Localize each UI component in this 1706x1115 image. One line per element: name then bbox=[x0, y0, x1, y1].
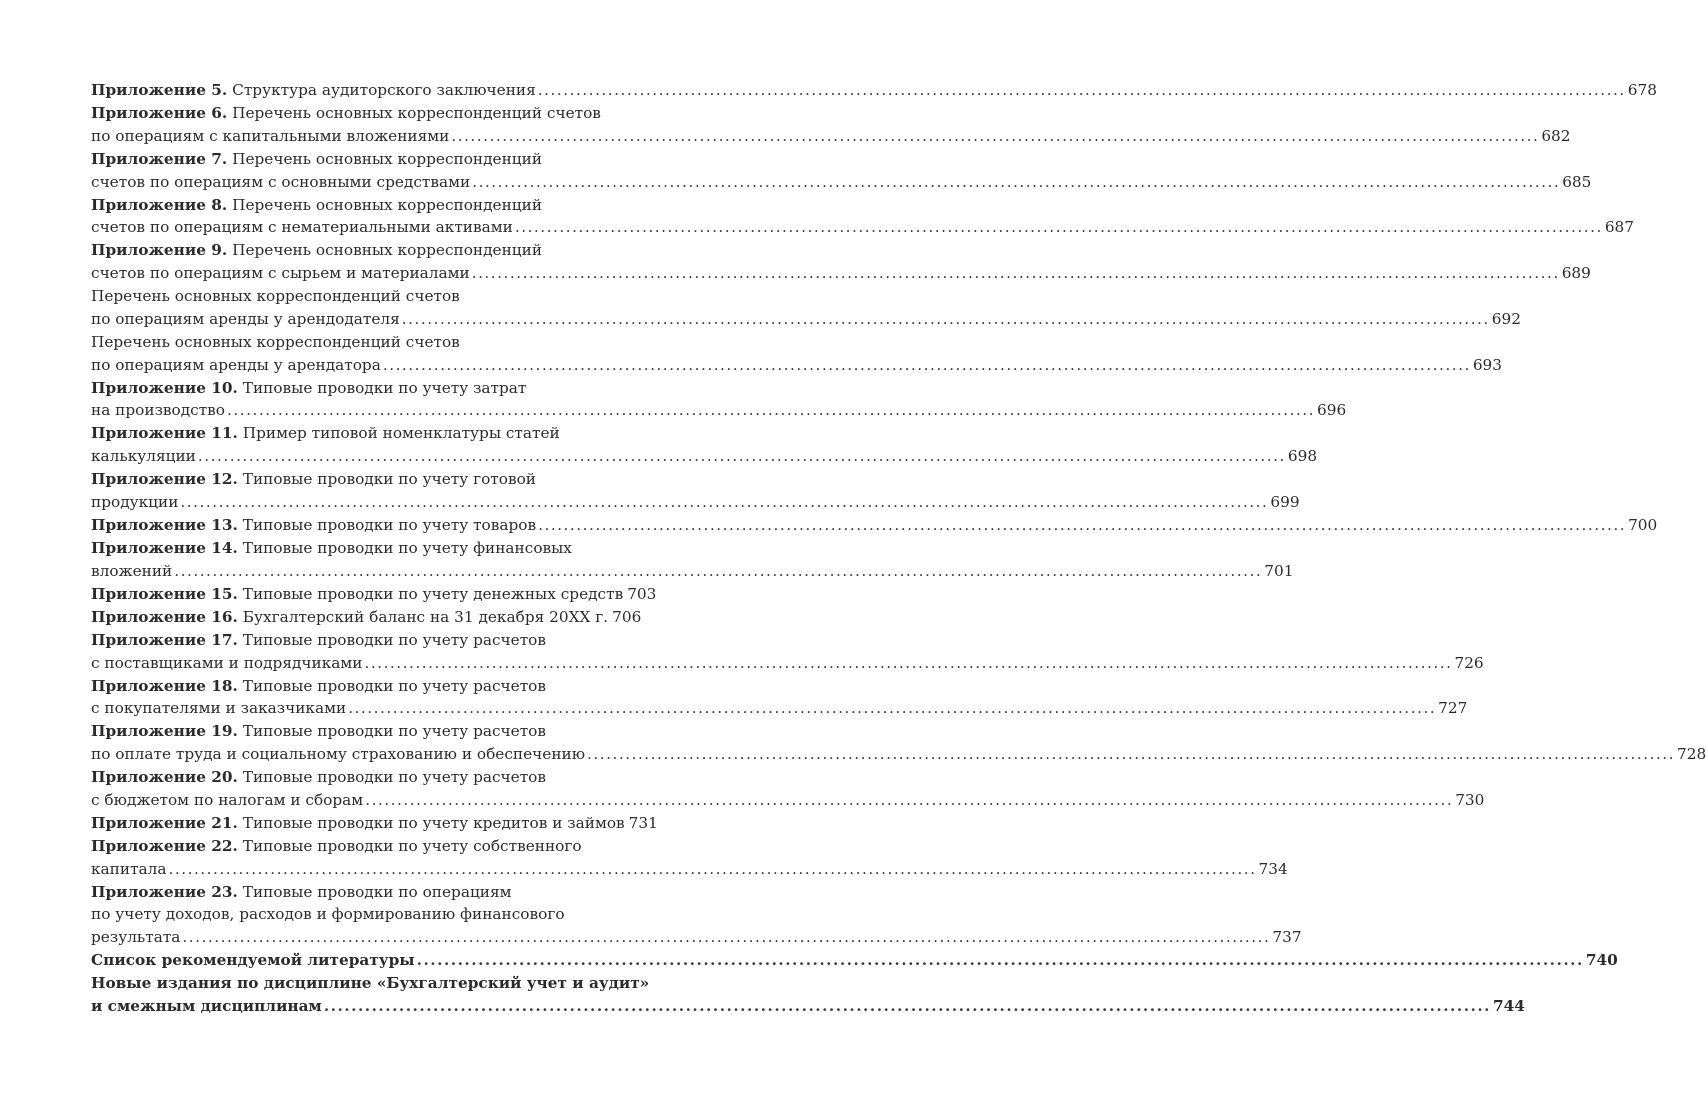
toc-entry-text bbox=[91, 858, 167, 881]
toc-entry-text bbox=[91, 560, 172, 583]
toc-entry[interactable] bbox=[91, 194, 1635, 240]
toc-entry-title: Типовые проводки по учету кредитов и займов bbox=[242, 813, 625, 832]
toc-entry-title: Пример типовой номенклатуры статей bbox=[242, 424, 560, 443]
page-number: 689 bbox=[1561, 264, 1591, 283]
toc-entry-line bbox=[91, 835, 634, 858]
dot-leader bbox=[515, 216, 1603, 239]
toc-entry-text bbox=[91, 491, 178, 514]
page-number: 740 bbox=[1585, 951, 1618, 970]
dot-leader bbox=[472, 262, 1560, 285]
toc-entry-line bbox=[91, 308, 1521, 331]
toc-entry[interactable] bbox=[91, 537, 1294, 583]
toc-entry-line bbox=[91, 331, 634, 354]
toc-entry-text bbox=[91, 241, 542, 259]
toc-entry-title: Перечень основных корреспонденций bbox=[232, 241, 543, 260]
page-number: 692 bbox=[1491, 309, 1521, 328]
dot-leader bbox=[365, 789, 1453, 812]
toc-entry[interactable] bbox=[91, 239, 1591, 285]
toc-entry-line bbox=[91, 377, 634, 400]
toc-entry[interactable] bbox=[91, 766, 1485, 812]
toc-entry-line bbox=[91, 812, 658, 835]
toc-entry-title: по операциям аренды у арендатора bbox=[91, 355, 381, 374]
toc-entry-text bbox=[91, 514, 536, 537]
toc-entry-title: по операциям с капитальными вложениями bbox=[91, 126, 450, 145]
toc-entry-title: Структура аудиторского заключения bbox=[232, 81, 536, 99]
toc-entry-line bbox=[91, 652, 1484, 675]
toc-entry-title: Типовые проводки по операциям bbox=[242, 882, 512, 901]
toc-entry-line bbox=[91, 285, 634, 308]
toc-appendix-label: Приложение 15. bbox=[91, 584, 238, 603]
toc-entry[interactable] bbox=[91, 514, 1658, 537]
toc-entry-text bbox=[91, 697, 346, 720]
dot-leader bbox=[451, 125, 1539, 148]
dot-leader bbox=[169, 858, 1257, 881]
toc-entry-text bbox=[91, 768, 546, 786]
toc-entry-title: Список рекомендуемой литературы bbox=[91, 951, 415, 970]
toc-entry-title: Перечень основных корреспонденций bbox=[232, 195, 543, 214]
toc-appendix-label: Приложение 20. bbox=[91, 768, 238, 787]
dot-leader bbox=[182, 926, 1270, 949]
toc-entry-text bbox=[91, 606, 608, 629]
toc-entry-title: Бухгалтерский баланс на 31 декабря 20ХХ г. bbox=[242, 607, 609, 626]
toc-appendix-label: Приложение 11. bbox=[91, 424, 238, 443]
toc-entry-line bbox=[91, 537, 634, 560]
toc-entry[interactable] bbox=[91, 949, 1618, 972]
toc-entry-line bbox=[91, 903, 634, 926]
toc-entry-text bbox=[91, 995, 322, 1018]
toc-entry-line bbox=[91, 926, 1302, 949]
toc-entry-title: по учету доходов, расходов и формированию финансового bbox=[91, 905, 565, 924]
toc-entry-title: с бюджетом по налогам и сборам bbox=[91, 790, 364, 809]
toc-entry-text bbox=[91, 150, 542, 168]
dot-leader bbox=[348, 697, 1436, 720]
toc-entry-text bbox=[91, 583, 623, 606]
dot-leader bbox=[587, 743, 1675, 766]
toc-appendix-label: Приложение 17. bbox=[91, 630, 238, 649]
toc-entry[interactable] bbox=[91, 881, 1302, 949]
toc-appendix-label: Приложение 16. bbox=[91, 607, 238, 626]
toc-entry-text bbox=[91, 652, 362, 675]
toc-entry[interactable] bbox=[91, 606, 642, 629]
table-of-contents bbox=[91, 79, 1706, 1018]
toc-entry-title: и смежным дисциплинам bbox=[91, 997, 322, 1015]
toc-entry-line bbox=[91, 491, 1300, 514]
toc-entry-title: Типовые проводки по учету расчетов bbox=[242, 768, 546, 787]
toc-appendix-label: Приложение 7. bbox=[91, 149, 228, 168]
toc-entry-title: вложений bbox=[91, 561, 173, 580]
dot-leader bbox=[538, 79, 1626, 102]
toc-entry-title: Типовые проводки по учету готовой bbox=[242, 470, 536, 489]
page-number: 730 bbox=[1455, 790, 1485, 809]
toc-entry-title: Типовые проводки по учету расчетов bbox=[242, 676, 546, 695]
toc-entry-line bbox=[91, 629, 634, 652]
toc-entry-line bbox=[91, 675, 634, 698]
dot-leader bbox=[324, 995, 1491, 1018]
toc-entry-text bbox=[91, 354, 381, 377]
toc-entry-text bbox=[91, 104, 601, 122]
toc-entry-text bbox=[91, 812, 625, 835]
toc-entry[interactable] bbox=[91, 675, 1468, 721]
toc-appendix-label: Приложение 10. bbox=[91, 378, 238, 397]
toc-entry-text bbox=[91, 262, 470, 285]
toc-entry-line bbox=[91, 79, 1657, 102]
page-number: 701 bbox=[1264, 561, 1294, 580]
toc-entry-text bbox=[91, 79, 536, 102]
toc-entry[interactable] bbox=[91, 468, 1300, 514]
dot-leader bbox=[402, 308, 1490, 331]
page-number: 685 bbox=[1562, 172, 1592, 191]
toc-entry-text bbox=[91, 883, 512, 901]
page-number: 728 bbox=[1677, 745, 1706, 764]
page-number: 737 bbox=[1272, 928, 1302, 947]
toc-entry-line bbox=[91, 216, 1635, 239]
toc-entry-line bbox=[91, 743, 1706, 766]
toc-entry-title: Перечень основных корреспонденций счетов bbox=[91, 287, 460, 306]
page-number: 706 bbox=[612, 607, 642, 626]
toc-appendix-label: Приложение 14. bbox=[91, 539, 238, 557]
page-number: 700 bbox=[1628, 516, 1658, 535]
toc-entry-title: по оплате труда и социальному страхованию и обеспечению bbox=[91, 745, 586, 764]
toc-entry-title: Перечень основных корреспонденций bbox=[232, 149, 543, 168]
toc-appendix-label: Приложение 5. bbox=[91, 81, 228, 99]
toc-entry-line bbox=[91, 354, 1503, 377]
page-number: 698 bbox=[1287, 447, 1318, 466]
toc-entry-title: по операциям аренды у арендодателя bbox=[91, 309, 400, 328]
toc-entry-title: Типовые проводки по учету затрат bbox=[242, 378, 527, 397]
toc-entry-line bbox=[91, 445, 1318, 468]
page-number: 696 bbox=[1317, 401, 1347, 420]
toc-entry[interactable] bbox=[91, 79, 1657, 102]
toc-entry-text bbox=[91, 470, 536, 488]
dot-leader bbox=[180, 491, 1268, 514]
page-number: 734 bbox=[1258, 859, 1288, 878]
toc-entry-line bbox=[91, 995, 1525, 1018]
page-number: 731 bbox=[628, 813, 658, 832]
toc-entry-line bbox=[91, 560, 1294, 583]
toc-entry-text bbox=[91, 789, 363, 812]
toc-appendix-label: Приложение 6. bbox=[91, 103, 228, 122]
toc-entry[interactable] bbox=[91, 148, 1592, 194]
toc-entry-title: Типовые проводки по учету денежных средств bbox=[242, 584, 624, 603]
toc-entry-title: капитала bbox=[91, 859, 167, 878]
toc-entry-title: счетов по операциям с сырьем и материалами bbox=[91, 264, 470, 283]
page-number: 727 bbox=[1438, 699, 1468, 718]
toc-entry-text bbox=[91, 837, 582, 855]
toc-entry-line bbox=[91, 789, 1485, 812]
toc-appendix-label: Приложение 19. bbox=[91, 722, 238, 741]
toc-entry-line bbox=[91, 514, 1658, 537]
toc-entry-text bbox=[91, 399, 225, 422]
toc-entry-text bbox=[91, 125, 449, 148]
toc-entry[interactable] bbox=[91, 331, 1503, 377]
toc-entry-line bbox=[91, 262, 1591, 285]
toc-entry[interactable] bbox=[91, 720, 1706, 766]
dot-leader bbox=[227, 399, 1315, 422]
toc-entry[interactable] bbox=[91, 583, 657, 606]
toc-entry-text bbox=[91, 308, 400, 331]
toc-entry-text bbox=[91, 379, 526, 397]
toc-entry-title: на производство bbox=[91, 401, 226, 420]
toc-entry-line bbox=[91, 399, 1347, 422]
toc-entry-text bbox=[91, 333, 460, 351]
toc-entry-line bbox=[91, 468, 634, 491]
toc-entry-text bbox=[91, 743, 585, 766]
toc-appendix-label: Приложение 12. bbox=[91, 470, 238, 489]
toc-entry[interactable] bbox=[91, 835, 1288, 881]
dot-leader bbox=[417, 949, 1584, 972]
toc-entry-title: результата bbox=[91, 928, 181, 947]
toc-entry-title: Типовые проводки по учету собственного bbox=[242, 836, 582, 855]
toc-entry-title: Типовые проводки по учету товаров bbox=[242, 516, 537, 535]
toc-entry-line bbox=[91, 422, 634, 445]
toc-entry[interactable] bbox=[91, 972, 1525, 1018]
toc-entry-title: продукции bbox=[91, 493, 179, 512]
toc-entry-line bbox=[91, 125, 1571, 148]
toc-entry-line bbox=[91, 148, 634, 171]
toc-entry-text bbox=[91, 196, 542, 214]
toc-entry[interactable] bbox=[91, 629, 1484, 675]
toc-entry-text bbox=[91, 445, 196, 468]
toc-entry-title: Новые издания по дисциплине «Бухгалтерский учет и аудит» bbox=[91, 974, 650, 993]
toc-entry-line bbox=[91, 697, 1468, 720]
toc-entry-text bbox=[91, 539, 572, 557]
toc-entry-line bbox=[91, 102, 634, 125]
toc-entry-text bbox=[91, 677, 546, 695]
toc-entry-line bbox=[91, 972, 650, 995]
toc-entry-text bbox=[91, 949, 415, 972]
toc-entry[interactable] bbox=[91, 812, 658, 835]
toc-entry-text bbox=[91, 722, 546, 740]
dot-leader bbox=[538, 514, 1626, 537]
toc-entry[interactable] bbox=[91, 422, 1318, 468]
toc-entry-line bbox=[91, 583, 657, 606]
toc-entry-line bbox=[91, 239, 634, 262]
toc-entry-title: с покупателями и заказчиками bbox=[91, 699, 347, 718]
dot-leader bbox=[174, 560, 1262, 583]
toc-entry-title: Перечень основных корреспонденций счетов bbox=[232, 103, 601, 122]
toc-appendix-label: Приложение 23. bbox=[91, 882, 238, 901]
toc-entry-text bbox=[91, 216, 513, 239]
toc-entry-line bbox=[91, 881, 634, 904]
toc-entry[interactable] bbox=[91, 102, 1571, 148]
toc-appendix-label: Приложение 13. bbox=[91, 516, 238, 535]
toc-appendix-label: Приложение 21. bbox=[91, 813, 238, 832]
page-number: 744 bbox=[1493, 997, 1525, 1015]
page-number: 699 bbox=[1270, 493, 1300, 512]
toc-entry-text bbox=[91, 424, 560, 442]
toc-entry-line bbox=[91, 858, 1288, 881]
toc-entry-title: счетов по операциям с нематериальными активами bbox=[91, 218, 513, 237]
toc-entry-line bbox=[91, 171, 1592, 194]
page-number: 703 bbox=[627, 584, 657, 603]
toc-entry-line bbox=[91, 194, 634, 217]
dot-leader bbox=[383, 354, 1471, 377]
toc-entry-title: Перечень основных корреспонденций счетов bbox=[91, 332, 460, 351]
toc-appendix-label: Приложение 8. bbox=[91, 195, 228, 214]
page-number: 682 bbox=[1541, 126, 1571, 145]
toc-entry[interactable] bbox=[91, 285, 1521, 331]
toc-entry-title: калькуляции bbox=[91, 447, 196, 466]
toc-entry-text bbox=[91, 171, 470, 194]
toc-appendix-label: Приложение 18. bbox=[91, 676, 238, 695]
page-number: 693 bbox=[1472, 355, 1503, 374]
toc-entry-title: Типовые проводки по учету финансовых bbox=[242, 539, 572, 557]
toc-appendix-label: Приложение 22. bbox=[91, 836, 238, 855]
toc-entry[interactable] bbox=[91, 377, 1347, 423]
toc-entry-text bbox=[91, 631, 546, 649]
page-number: 678 bbox=[1627, 81, 1657, 99]
page-number: 726 bbox=[1454, 653, 1484, 672]
page-number: 687 bbox=[1604, 218, 1635, 237]
toc-entry-line bbox=[91, 606, 642, 629]
toc-entry-line bbox=[91, 949, 1618, 972]
dot-leader bbox=[472, 171, 1560, 194]
toc-entry-line bbox=[91, 720, 634, 743]
toc-entry-line bbox=[91, 766, 634, 789]
toc-entry-title: с поставщиками и подрядчиками bbox=[91, 653, 363, 672]
toc-entry-text bbox=[91, 905, 565, 923]
dot-leader bbox=[198, 445, 1286, 468]
toc-appendix-label: Приложение 9. bbox=[91, 241, 228, 260]
toc-entry-title: Типовые проводки по учету расчетов bbox=[242, 630, 546, 649]
toc-entry-text bbox=[91, 974, 649, 992]
dot-leader bbox=[364, 652, 1452, 675]
toc-entry-title: счетов по операциям с основными средствами bbox=[91, 172, 471, 191]
toc-entry-text bbox=[91, 926, 180, 949]
toc-entry-text bbox=[91, 287, 460, 305]
toc-entry-title: Типовые проводки по учету расчетов bbox=[242, 722, 546, 741]
